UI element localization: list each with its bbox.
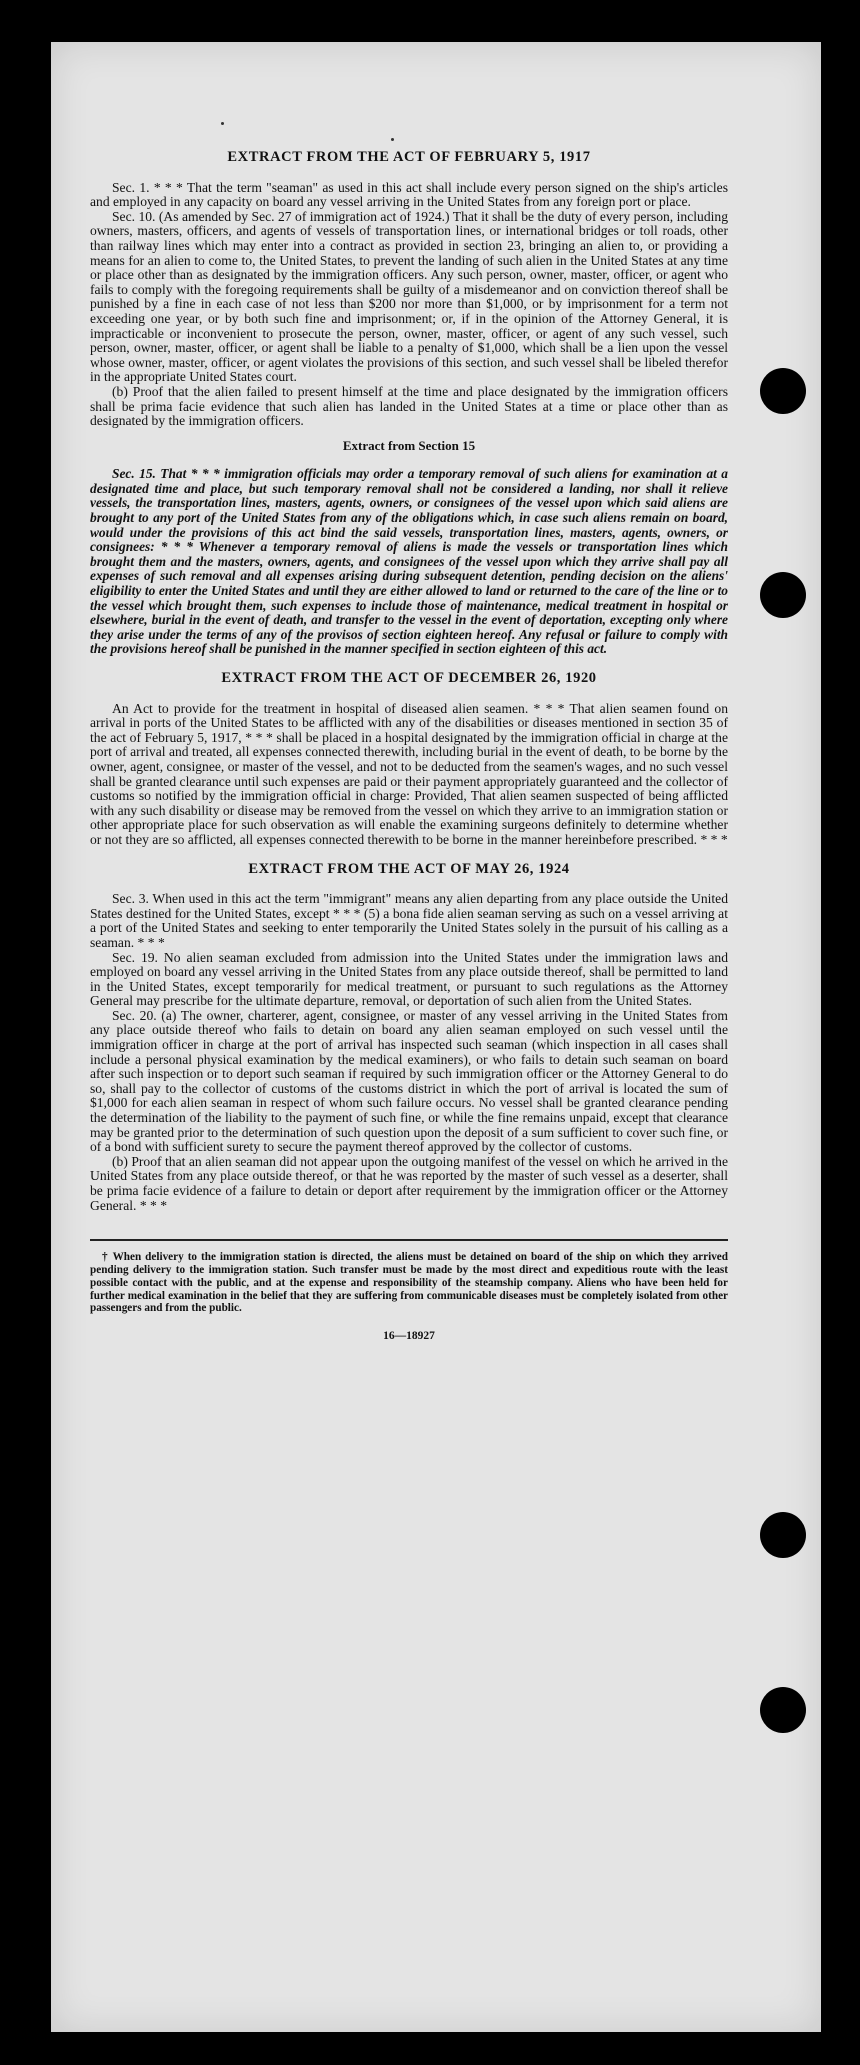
document-body [90,150,728,1344]
section-heading: EXTRACT FROM THE ACT OF MAY 26, 1924 [248,860,570,877]
punch-hole [760,1512,806,1558]
paper-speck [221,122,224,125]
paragraph: Sec. 3. When used in this act the term "immigrant" means any alien departing from any place outside the United States destined for the United States, except * * * (5) a bona fide alien seaman serving as such on a vessel arriving at a port of the United States and seeking to enter temporarily the United States solely in the pursuit of his calling as a seaman. * * * [90,891,728,950]
paragraph: (b) Proof that an alien seaman did not appear upon the outgoing manifest of the vessel on which he arrived in the United States from any place outside thereof, or that he was reported by the master of such vessel as a deserter, shall be prima facie evidence of a failure to detain or deport after requirement by the immigration officer or the Attorney General. * * * [90,1153,728,1213]
section-heading: Extract from Section 15 [342,437,476,453]
section-act-1924 [90,862,728,1214]
footnote-divider [90,1239,728,1241]
paragraph: Sec. 19. No alien seaman excluded from admission into the United States under the immigration laws and employed on board any vessel arriving in the United States from any place outside thereof, shall be permitted to land in the United States, except temporarily for medical treatment, or pursuant to such regulations as the Attorney General may prescribe for the ultimate departure, removal, or deportation of such alien from the United States. [90,949,728,1009]
punch-hole [760,1687,806,1733]
paragraph: Sec. 10. (As amended by Sec. 27 of immigration act of 1924.) That it shall be the duty of every person, including owners, masters, officers, and agents of vessels of transportation lines, or international bridges or toll roads, other than railway lines which may enter into a contract as provided in section 23, bringing an alien to, or providing a means for an alien to come to, the United States, to prevent the landing of such alien in the United States at any time or place other than as designated by the immigration officers. Any such person, owner, master, officer, or agent who fails to comply with the foregoing requirements shall be guilty of a misdemeanor and on conviction thereof shall be punished by a fine in each case of not less than $200 nor more than $1,000, or by imprisonment for a term not exceeding one year, or by both such fine and imprisonment; or, if in the opinion of the Attorney General, it is impracticable or inconvenient to prosecute the person, owner, master, officer, or agent of any such vessel, such person, owner, master, officer, or agent shall be liable to a penalty of $1,000, which shall be a lien upon the vessel whose owner, master, officer, or agent violates the provisions of this section, and such vessel shall be libeled therefor in the appropriate United States court. [90,208,728,385]
section-act-1917 [90,150,728,429]
section-heading: EXTRACT FROM THE ACT OF FEBRUARY 5, 1917 [227,149,591,165]
paragraph: An Act to provide for the treatment in hospital of diseased alien seamen. * * * That alien seamen found on arrival in ports of the United States to be afflicted with any of the disabilities or diseases mentioned in section 35 of the act of February 5, 1917, * * * shall be placed in a hospital designated by the immigration official in charge at the port of arrival and treated, all expenses connected therewith, including burial in the event of death, to be borne by the owner, agent, consignee, or master of the vessel, and not to be deducted from the seamen's wages, and no such vessel shall be granted clearance until such expenses are paid or their payment appropriately guaranteed and the collector of customs so notified by the immigration official in charge: Provided, That alien seamen suspected of being afflicted with any such disability or disease may be removed from the vessel on which they arrive to an immigration station or other appropriate place for such observation as will enable the examining surgeons definitely to determine whether or not they are so afflicted, all expenses connected therewith to be borne in the manner hereinbefore prescribed. * * * [90,700,728,847]
paper-speck [391,138,394,141]
footnote [90,1251,728,1315]
paragraph: Sec. 15. That * * * immigration officials may order a temporary removal of such aliens for examination at a designated time and place, but such temporary removal shall not be considered a landing, nor shall it relieve vessels, the transportation lines, masters, agents, owners, or consignees of the vessel upon which said aliens are brought to any port of the United States from any of the obligations which, in case such aliens remain on board, would under the provisions of this act bind the said vessels, transportation lines, masters, agents, owners, or consignees: * * * Whenever a temporary removal of aliens is made the vessels or transportation lines which brought them and the masters, owners, agents, and consignees of the vessel upon which they arrive shall pay all expenses of such removal and all expenses arising during subsequent detention, pending decision on the aliens' eligibility to enter the United States and until they are either allowed to land or returned to the care of the line or to the vessel which brought them, such expenses to include those of maintenance, medical treatment in hospital or elsewhere, burial in the event of death, and transfer to the vessel in the event of deportation, excepting only where they arise under the terms of any of the provisos of section eighteen hereof. Any refusal or failure to comply with the provisions hereof shall be punished in the manner specified in section eighteen of this act. [90,466,728,657]
punch-hole [760,368,806,414]
section-heading: EXTRACT FROM THE ACT OF DECEMBER 26, 1920 [221,670,597,686]
paragraph: Sec. 20. (a) The owner, charterer, agent, consignee, or master of any vessel arriving in the United States from any place outside thereof who fails to detain on board any alien seaman employed on such vessel until the immigration officer in charge at the port of arrival has inspected such seaman (which inspection in all cases shall include a personal physical examination by the medical examiners), or who fails to detain such seaman on board after such inspection or to deport such seaman if required by such immigration officer or the Attorney General to do so, shall pay to the collector of customs of the customs district in which the port of arrival is located the sum of $1,000 for each alien seaman in respect of whom such failure occurs. No vessel shall be granted clearance pending the determination of the liability to the payment of such fine, or while the fine remains unpaid, except that clearance may be granted prior to the determination of such question upon the deposit of a sum sufficient to cover such fine, or of a bond with sufficient surety to secure the payment thereof approved by the collector of customs. [90,1007,728,1155]
paragraph: (b) Proof that the alien failed to present himself at the time and place designated by the immigration officers shall be prima facie evidence that such alien has landed in the United States at a time or place other than as designated by the immigration officers. [90,383,728,429]
footnote-text: † When delivery to the immigration station is directed, the aliens must be detained on board of the ship on which they arrived pending delivery to the immigration station. Such transfer must be made by the most direct and expeditious route with the least possible contact with the public, and at the expense and responsibility of the steamship company. Aliens who have been held for further medical examination in the belief that they are suffering from communicable diseases must be completely isolated from other passengers and from the public. [90,1251,728,1315]
form-number: 16—18927 [383,1330,435,1343]
punch-hole [760,572,806,618]
paragraph: Sec. 1. * * * That the term "seaman" as used in this act shall include every person signed on the ship's articles and employed in any capacity on board any vessel arriving in the United States from any foreign port or place. [90,179,728,210]
section-act-1920 [90,671,728,848]
section-15-extract [90,439,728,657]
